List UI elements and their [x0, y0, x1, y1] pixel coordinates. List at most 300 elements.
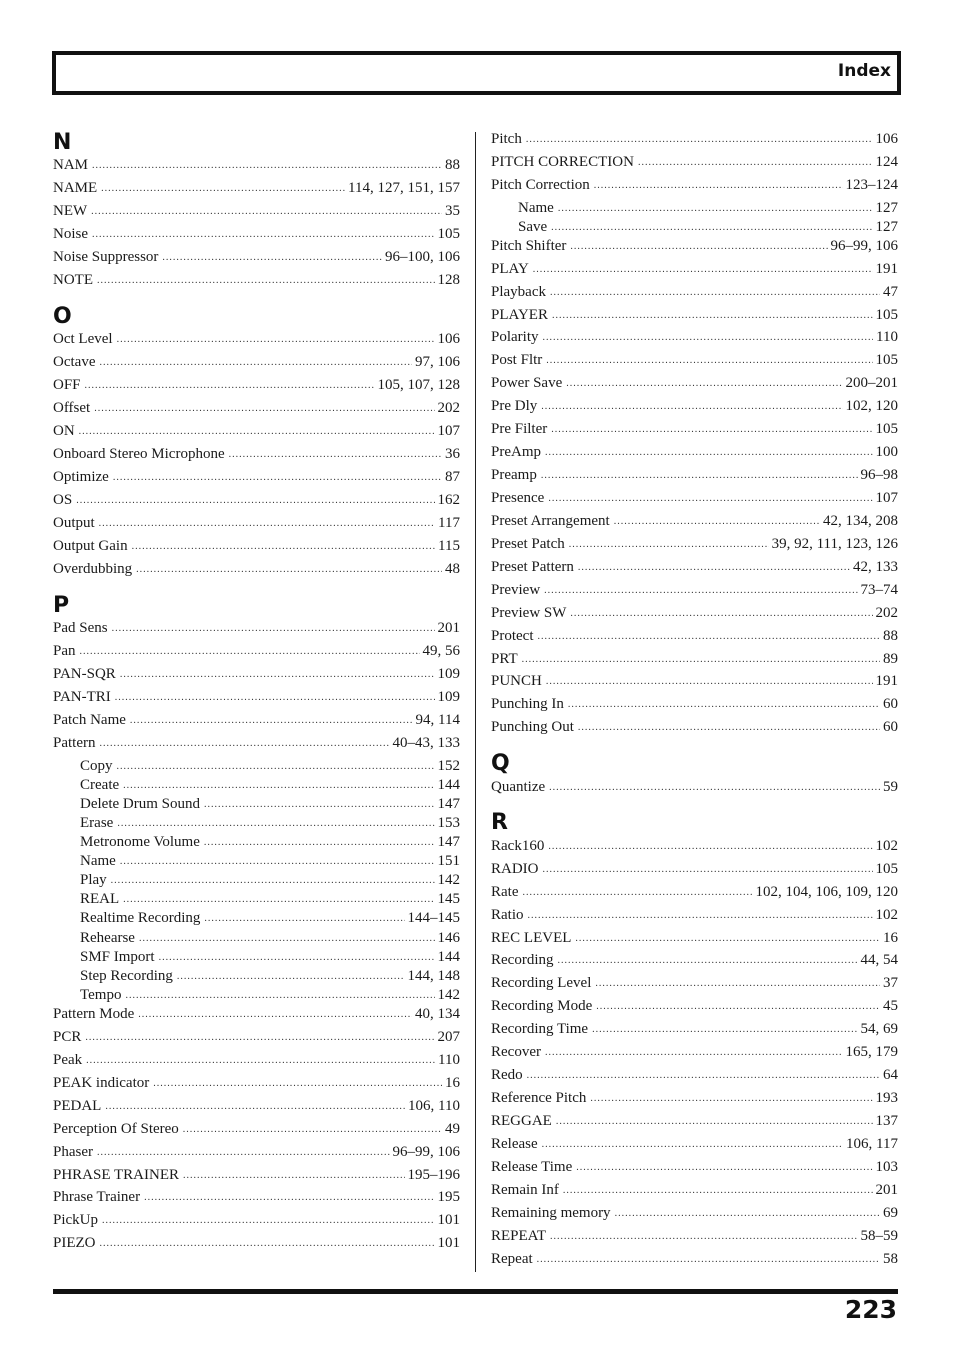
- entry-pages: 105: [437, 226, 460, 242]
- entry-pages: 60: [883, 719, 898, 735]
- entry-term: Preview SW: [491, 605, 567, 621]
- dot-leader: [543, 329, 874, 347]
- entry-term: Phaser: [53, 1144, 93, 1160]
- dot-leader: [183, 1121, 442, 1139]
- dot-leader: [546, 673, 873, 691]
- entry-pages: 96–100, 106: [385, 249, 460, 265]
- index-subentry: [80, 852, 460, 872]
- dot-leader: [123, 777, 434, 795]
- index-entry: [491, 1066, 898, 1086]
- entry-pages: 73–74: [860, 582, 898, 598]
- entry-term: PAN-SQR: [53, 666, 116, 682]
- dot-leader: [533, 261, 873, 279]
- entry-pages: 16: [883, 930, 898, 946]
- entry-term: Step Recording: [80, 968, 173, 984]
- index-entry: [53, 711, 460, 731]
- entry-term: PreAmp: [491, 444, 541, 460]
- dot-leader: [541, 398, 842, 416]
- dot-leader: [177, 968, 405, 986]
- dot-leader: [538, 628, 881, 646]
- entry-term: Ratio: [491, 907, 524, 923]
- dot-leader: [523, 884, 753, 902]
- dot-leader: [136, 561, 442, 579]
- entry-pages: 191: [875, 673, 898, 689]
- entry-term: Pattern Mode: [53, 1006, 135, 1022]
- dot-leader: [528, 907, 873, 925]
- index-entry: [491, 260, 898, 280]
- entry-term: Delete Drum Sound: [80, 796, 200, 812]
- entry-term: Offset: [53, 400, 91, 416]
- entry-pages: 88: [445, 157, 460, 173]
- entry-pages: 48: [445, 561, 460, 577]
- page-header-title: Index: [837, 61, 891, 81]
- entry-pages: 201: [437, 620, 460, 636]
- index-entry: [491, 604, 898, 624]
- entry-term: PRT: [491, 651, 518, 667]
- index-entry: [53, 225, 460, 245]
- dot-leader: [552, 307, 873, 325]
- entry-pages: 42, 133: [853, 559, 898, 575]
- entry-pages: 106: [875, 131, 898, 147]
- entry-term: Tempo: [80, 987, 122, 1003]
- index-entry: [53, 468, 460, 488]
- entry-term: PCR: [53, 1029, 82, 1045]
- index-entry: [53, 271, 460, 291]
- entry-pages: 201: [875, 1182, 898, 1198]
- entry-term: Release: [491, 1136, 538, 1152]
- dot-leader: [595, 975, 880, 993]
- index-entry: [491, 1227, 898, 1247]
- entry-term: Patch Name: [53, 712, 126, 728]
- entry-term: Noise Suppressor: [53, 249, 159, 265]
- dot-leader: [546, 352, 872, 370]
- dot-leader: [615, 1205, 880, 1223]
- dot-leader: [569, 536, 769, 554]
- entry-term: Rack160: [491, 838, 545, 854]
- entry-pages: 117: [438, 515, 460, 531]
- dot-leader: [80, 643, 420, 661]
- index-subentry: [80, 986, 460, 1006]
- dot-leader: [550, 1228, 857, 1246]
- index-entry: [53, 445, 460, 465]
- entry-term: Rate: [491, 884, 519, 900]
- entry-pages: 96–98: [860, 467, 898, 483]
- index-entry: [491, 1135, 898, 1155]
- entry-term: Pad Sens: [53, 620, 108, 636]
- entry-term: Peak: [53, 1052, 83, 1068]
- entry-pages: 102, 104, 106, 109, 120: [755, 884, 898, 900]
- entry-pages: 106: [437, 331, 460, 347]
- index-entry: [53, 248, 460, 268]
- index-subentry: [80, 967, 460, 987]
- entry-pages: 102: [875, 838, 898, 854]
- entry-pages: 69: [883, 1205, 898, 1221]
- dot-leader: [113, 469, 442, 487]
- index-subentry: [80, 776, 460, 796]
- index-entry: [53, 665, 460, 685]
- index-entry: [53, 1188, 460, 1208]
- index-entry: [53, 1234, 460, 1254]
- dot-leader: [229, 446, 442, 464]
- entry-term: Copy: [80, 758, 113, 774]
- index-entry: [491, 1089, 898, 1109]
- entry-pages: 49, 56: [422, 643, 460, 659]
- index-entry: [491, 489, 898, 509]
- index-entry: [53, 1120, 460, 1140]
- index-entry: [53, 1166, 460, 1186]
- index-subentry: [518, 199, 898, 219]
- entry-term: Play: [80, 872, 107, 888]
- entry-term: Pitch: [491, 131, 522, 147]
- entry-pages: 106, 110: [408, 1098, 460, 1114]
- entry-term: Perception Of Stereo: [53, 1121, 179, 1137]
- entry-term: Name: [80, 853, 116, 869]
- dot-leader: [162, 249, 382, 267]
- entry-pages: 195–196: [407, 1167, 460, 1183]
- dot-leader: [541, 467, 858, 485]
- entry-term: Output: [53, 515, 95, 531]
- entry-pages: 128: [437, 272, 460, 288]
- index-entry: [53, 1028, 460, 1048]
- dot-leader: [92, 226, 435, 244]
- entry-term: Pitch Correction: [491, 177, 590, 193]
- dot-leader: [101, 180, 345, 198]
- entry-term: Protect: [491, 628, 534, 644]
- dot-leader: [578, 559, 850, 577]
- entry-pages: 102, 120: [845, 398, 898, 414]
- entry-term: PLAYER: [491, 307, 548, 323]
- entry-term: Repeat: [491, 1251, 533, 1267]
- entry-pages: 195: [437, 1189, 460, 1205]
- entry-pages: 101: [437, 1235, 460, 1251]
- entry-term: Recording: [491, 952, 554, 968]
- entry-pages: 202: [437, 400, 460, 416]
- entry-term: OFF: [53, 377, 81, 393]
- entry-pages: 109: [437, 666, 460, 682]
- entry-term: REAL: [80, 891, 120, 907]
- dot-leader: [111, 872, 435, 890]
- dot-leader: [123, 891, 434, 909]
- dot-leader: [558, 200, 873, 218]
- entry-term: NAME: [53, 180, 98, 196]
- entry-pages: 144: [437, 777, 460, 793]
- dot-leader: [566, 375, 842, 393]
- index-entry: [491, 1112, 898, 1132]
- entry-pages: 44, 54: [860, 952, 898, 968]
- entry-pages: 105: [875, 307, 898, 323]
- index-entry: [491, 351, 898, 371]
- entry-pages: 191: [875, 261, 898, 277]
- entry-term: Pattern: [53, 735, 96, 751]
- entry-term: PEDAL: [53, 1098, 102, 1114]
- dot-leader: [139, 930, 435, 948]
- entry-term: Release Time: [491, 1159, 573, 1175]
- entry-term: NAM: [53, 157, 89, 173]
- dot-leader: [153, 1075, 442, 1093]
- entry-term: Remain Inf: [491, 1182, 559, 1198]
- dot-leader: [132, 538, 435, 556]
- entry-pages: 89: [883, 651, 898, 667]
- entry-pages: 101: [437, 1212, 460, 1228]
- entry-term: Preamp: [491, 467, 537, 483]
- entry-term: Polarity: [491, 329, 539, 345]
- entry-term: PITCH CORRECTION: [491, 154, 634, 170]
- entry-pages: 36: [445, 446, 460, 462]
- index-entry: [53, 1005, 460, 1025]
- index-subentry: [80, 929, 460, 949]
- index-entry: [53, 156, 460, 176]
- dot-leader: [138, 1006, 412, 1024]
- index-entry: [491, 627, 898, 647]
- dot-leader: [117, 758, 435, 776]
- index-entry: [53, 642, 460, 662]
- index-entry: [491, 1204, 898, 1224]
- index-entry: [491, 718, 898, 738]
- index-entry: [53, 399, 460, 419]
- entry-term: Preset Pattern: [491, 559, 574, 575]
- dot-leader: [551, 219, 872, 237]
- entry-pages: 94, 114: [415, 712, 460, 728]
- index-entry: [491, 650, 898, 670]
- dot-leader: [117, 331, 435, 349]
- index-entry: [491, 1043, 898, 1063]
- entry-term: Octave: [53, 354, 96, 370]
- entry-pages: 115: [438, 538, 460, 554]
- index-entry: [491, 837, 898, 857]
- index-entry: [491, 997, 898, 1017]
- entry-term: Realtime Recording: [80, 910, 201, 926]
- entry-pages: 37: [883, 975, 898, 991]
- entry-pages: 40–43, 133: [392, 735, 460, 751]
- entry-pages: 64: [883, 1067, 898, 1083]
- entry-pages: 137: [875, 1113, 898, 1129]
- entry-term: Oct Level: [53, 331, 113, 347]
- dot-leader: [144, 1189, 434, 1207]
- entry-pages: 144: [437, 949, 460, 965]
- dot-leader: [117, 815, 434, 833]
- index-subentry: [80, 871, 460, 891]
- entry-pages: 165, 179: [845, 1044, 898, 1060]
- entry-term: Remaining memory: [491, 1205, 611, 1221]
- entry-pages: 153: [437, 815, 460, 831]
- entry-term: Quantize: [491, 779, 546, 795]
- dot-leader: [115, 689, 435, 707]
- page-number: 223: [844, 1295, 897, 1324]
- entry-pages: 60: [883, 696, 898, 712]
- dot-leader: [130, 712, 413, 730]
- dot-leader: [183, 1167, 405, 1185]
- index-entry: [491, 397, 898, 417]
- index-entry: [491, 420, 898, 440]
- section-letter: O: [53, 304, 72, 329]
- index-subentry: [80, 948, 460, 968]
- index-entry: [491, 466, 898, 486]
- entry-term: PAN-TRI: [53, 689, 111, 705]
- dot-leader: [102, 1212, 435, 1230]
- index-entry: [491, 176, 898, 196]
- entry-term: PLAY: [491, 261, 529, 277]
- index-entry: [491, 558, 898, 578]
- dot-leader: [92, 157, 442, 175]
- index-entry: [491, 860, 898, 880]
- dot-leader: [568, 696, 880, 714]
- dot-leader: [545, 444, 873, 462]
- index-entry: [491, 883, 898, 903]
- entry-term: Reference Pitch: [491, 1090, 587, 1106]
- dot-leader: [100, 1235, 435, 1253]
- dot-leader: [551, 421, 872, 439]
- entry-pages: 107: [437, 423, 460, 439]
- entry-pages: 110: [438, 1052, 460, 1068]
- entry-pages: 58: [883, 1251, 898, 1267]
- entry-pages: 88: [883, 628, 898, 644]
- entry-term: Pan: [53, 643, 76, 659]
- entry-term: Punching In: [491, 696, 564, 712]
- dot-leader: [105, 1098, 405, 1116]
- dot-leader: [590, 1090, 872, 1108]
- index-entry: [491, 695, 898, 715]
- dot-leader: [100, 735, 390, 753]
- entry-pages: 107: [875, 490, 898, 506]
- entry-term: Post Fltr: [491, 352, 543, 368]
- index-entry: [491, 581, 898, 601]
- dot-leader: [522, 651, 880, 669]
- index-subentry: [80, 890, 460, 910]
- dot-leader: [550, 284, 880, 302]
- entry-term: Preview: [491, 582, 541, 598]
- entry-term: Recover: [491, 1044, 541, 1060]
- entry-term: Save: [518, 219, 548, 235]
- index-entry: [491, 1020, 898, 1040]
- entry-term: Pre Filter: [491, 421, 548, 437]
- dot-leader: [120, 666, 435, 684]
- entry-pages: 127: [875, 219, 898, 235]
- dot-leader: [570, 605, 872, 623]
- index-subentry: [518, 218, 898, 238]
- dot-leader: [549, 779, 880, 797]
- index-entry: [53, 330, 460, 350]
- index-entry: [53, 1097, 460, 1117]
- entry-pages: 114, 127, 151, 157: [348, 180, 460, 196]
- entry-term: PUNCH: [491, 673, 542, 689]
- entry-pages: 162: [437, 492, 460, 508]
- entry-pages: 58–59: [860, 1228, 898, 1244]
- dot-leader: [557, 952, 857, 970]
- dot-leader: [91, 203, 442, 221]
- entry-pages: 124: [875, 154, 898, 170]
- entry-term: Rehearse: [80, 930, 135, 946]
- section-letter: Q: [491, 751, 510, 776]
- dot-leader: [556, 1113, 873, 1131]
- dot-leader: [570, 238, 827, 256]
- entry-term: REPEAT: [491, 1228, 547, 1244]
- entry-term: NEW: [53, 203, 88, 219]
- entry-term: Redo: [491, 1067, 523, 1083]
- entry-term: Preset Arrangement: [491, 513, 610, 529]
- entry-term: Metronome Volume: [80, 834, 200, 850]
- entry-term: Noise: [53, 226, 88, 242]
- dot-leader: [578, 719, 880, 737]
- index-entry: [53, 514, 460, 534]
- entry-pages: 40, 134: [415, 1006, 460, 1022]
- entry-term: OS: [53, 492, 73, 508]
- index-entry: [491, 374, 898, 394]
- index-subentry: [80, 909, 460, 929]
- dot-leader: [596, 998, 880, 1016]
- entry-term: REC LEVEL: [491, 930, 572, 946]
- dot-leader: [542, 1136, 843, 1154]
- entry-term: Output Gain: [53, 538, 128, 554]
- entry-pages: 87: [445, 469, 460, 485]
- entry-pages: 105: [875, 861, 898, 877]
- index-subentry: [80, 757, 460, 777]
- index-entry: [491, 443, 898, 463]
- index-entry: [53, 179, 460, 199]
- dot-leader: [125, 987, 434, 1005]
- entry-pages: 106, 117: [846, 1136, 898, 1152]
- dot-leader: [97, 1144, 390, 1162]
- index-entry: [53, 422, 460, 442]
- section-letter: R: [491, 810, 508, 835]
- entry-pages: 103: [875, 1159, 898, 1175]
- dot-leader: [576, 1159, 872, 1177]
- dot-leader: [543, 861, 873, 879]
- dot-leader: [527, 1067, 880, 1085]
- entry-pages: 146: [437, 930, 460, 946]
- entry-term: Punching Out: [491, 719, 574, 735]
- index-subentry: [80, 814, 460, 834]
- entry-term: Presence: [491, 490, 545, 506]
- entry-term: ON: [53, 423, 75, 439]
- index-entry: [491, 1158, 898, 1178]
- index-entry: [491, 906, 898, 926]
- dot-leader: [594, 177, 843, 195]
- index-entry: [53, 202, 460, 222]
- entry-pages: 96–99, 106: [392, 1144, 460, 1160]
- entry-term: Recording Mode: [491, 998, 593, 1014]
- dot-leader: [545, 1044, 843, 1062]
- entry-pages: 142: [437, 987, 460, 1003]
- entry-term: Erase: [80, 815, 114, 831]
- dot-leader: [204, 910, 404, 928]
- entry-term: PHRASE TRAINER: [53, 1167, 179, 1183]
- entry-pages: 105: [875, 421, 898, 437]
- entry-pages: 147: [437, 796, 460, 812]
- index-entry: [491, 672, 898, 692]
- index-entry: [491, 306, 898, 326]
- entry-term: Playback: [491, 284, 546, 300]
- entry-term: Recording Level: [491, 975, 592, 991]
- entry-term: REGGAE: [491, 1113, 552, 1129]
- entry-pages: 144–145: [407, 910, 460, 926]
- entry-pages: 54, 69: [860, 1021, 898, 1037]
- index-entry: [53, 560, 460, 580]
- dot-leader: [94, 400, 434, 418]
- entry-term: Name: [518, 200, 554, 216]
- dot-leader: [563, 1182, 873, 1200]
- entry-pages: 127: [875, 200, 898, 216]
- entry-pages: 49: [445, 1121, 460, 1137]
- index-entry: [491, 237, 898, 257]
- index-entry: [53, 353, 460, 373]
- entry-term: NOTE: [53, 272, 93, 288]
- entry-pages: 100: [875, 444, 898, 460]
- index-entry: [53, 1074, 460, 1094]
- entry-pages: 200–201: [845, 375, 898, 391]
- dot-leader: [79, 423, 435, 441]
- dot-leader: [537, 1251, 880, 1269]
- index-entry: [491, 1181, 898, 1201]
